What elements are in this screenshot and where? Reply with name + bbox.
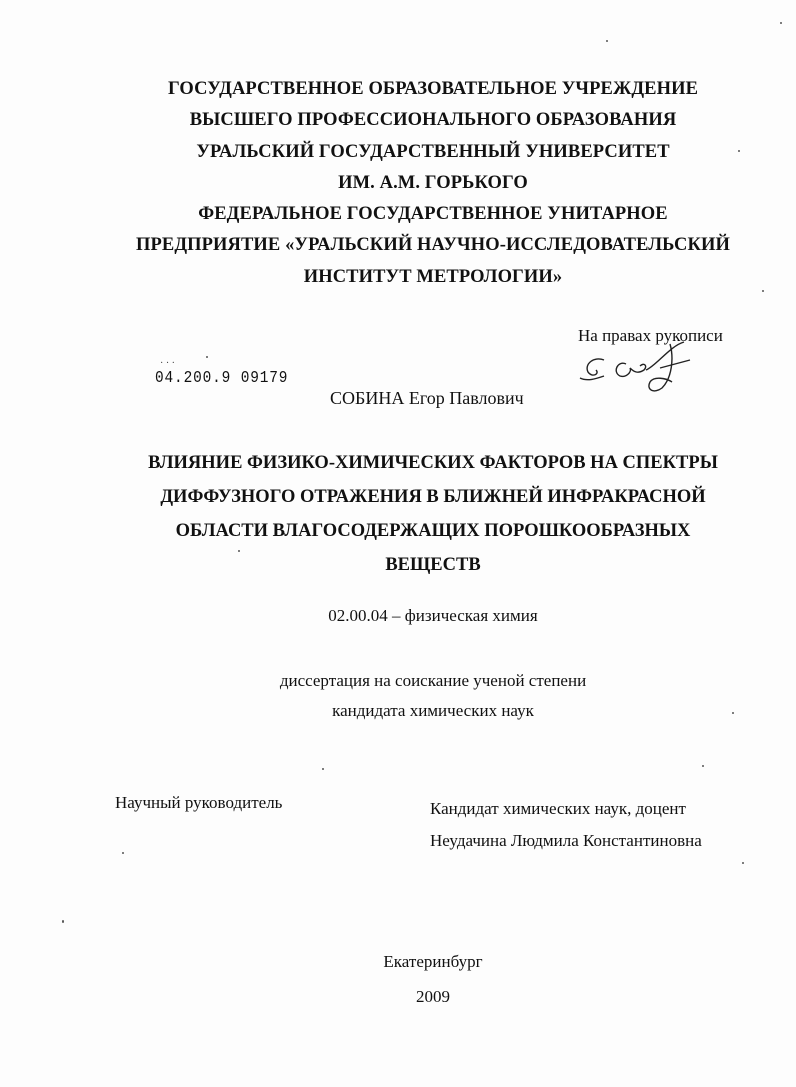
year: 2009 xyxy=(416,987,450,1006)
institution-line: ИНСТИТУТ МЕТРОЛОГИИ» xyxy=(303,266,563,287)
supervisor-label: Научный руководитель xyxy=(115,793,283,812)
scan-speck xyxy=(322,768,324,770)
place-and-year xyxy=(60,944,796,1014)
scan-speck xyxy=(122,852,124,854)
degree-statement xyxy=(60,666,796,726)
institution-line: ИМ. А.М. ГОРЬКОГО xyxy=(338,172,528,193)
scan-speck xyxy=(206,356,208,358)
scan-speck xyxy=(738,150,740,152)
title-line: ВЕЩЕСТВ xyxy=(385,555,481,575)
institution-line: ФЕДЕРАЛЬНОЕ ГОСУДАРСТВЕННОЕ УНИТАРНОЕ xyxy=(198,204,668,225)
supervisor-info xyxy=(430,793,702,857)
title-line: ВЛИЯНИЕ ФИЗИКО-ХИМИЧЕСКИХ ФАКТОРОВ НА СПЕКТРЫ xyxy=(148,453,718,473)
institution-line: ПРЕДПРИЯТИЕ «УРАЛЬСКИЙ НАУЧНО-ИССЛЕДОВАТЕЛЬСКИЙ xyxy=(135,235,730,256)
supervisor-name: Неудачина Людмила Константиновна xyxy=(430,831,702,850)
city: Екатеринбург xyxy=(383,952,483,971)
title-line: ОБЛАСТИ ВЛАГОСОДЕРЖАЩИХ ПОРОШКООБРАЗНЫХ xyxy=(175,521,691,541)
institution-line: УРАЛЬСКИЙ ГОСУДАРСТВЕННЫЙ УНИВЕРСИТЕТ xyxy=(196,141,670,162)
institution-line: ГОСУДАРСТВЕННОЕ ОБРАЗОВАТЕЛЬНОЕ УЧРЕЖДЕНИЕ xyxy=(167,79,699,99)
degree-line: кандидата химических наук xyxy=(332,701,534,720)
scan-speck xyxy=(606,40,608,42)
scan-speck xyxy=(742,862,744,864)
dissertation-title xyxy=(60,446,796,582)
scan-speck xyxy=(238,550,240,552)
scan-speck xyxy=(62,920,64,923)
author-signature xyxy=(574,338,694,396)
registration-dots: · · · xyxy=(160,358,175,369)
manuscript-rights-note: На правах рукописи xyxy=(578,326,723,345)
scan-speck xyxy=(780,22,782,24)
registration-number: 04.200.9 09179 xyxy=(155,369,289,388)
institution-line: ВЫСШЕГО ПРОФЕССИОНАЛЬНОГО ОБРАЗОВАНИЯ xyxy=(189,110,677,131)
scan-speck xyxy=(732,712,734,714)
author-name: СОБИНА Егор Павлович xyxy=(330,388,524,408)
supervisor-credentials: Кандидат химических наук, доцент xyxy=(430,799,686,818)
specialty-code: 02.00.04 – физическая химия xyxy=(328,606,538,625)
scan-speck xyxy=(762,290,764,292)
title-line: ДИФФУЗНОГО ОТРАЖЕНИЯ В БЛИЖНЕЙ ИНФРАКРАСНОЙ xyxy=(160,487,706,507)
scan-speck xyxy=(702,765,704,767)
degree-line: диссертация на соискание ученой степени xyxy=(279,671,587,690)
institution-header xyxy=(60,74,796,293)
